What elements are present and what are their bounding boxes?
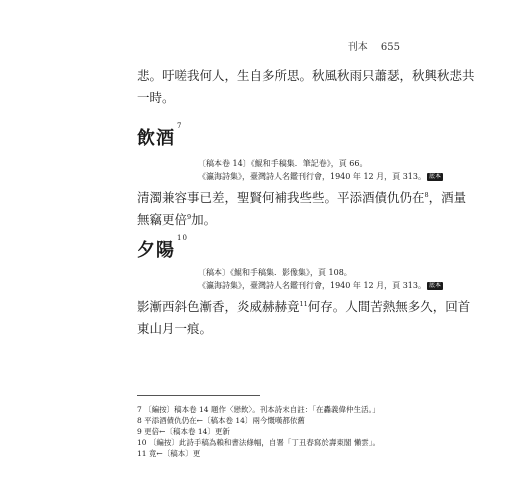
intro-verse <box>137 65 475 109</box>
footnote: 9 更倍←〔稿本卷 14〕更新 <box>137 427 230 436</box>
verse-text: 東山月一痕。 <box>137 321 213 336</box>
footnote-ref: 8 <box>424 191 429 199</box>
poem-title <box>137 124 182 150</box>
footnote-ref: 11 <box>299 300 308 308</box>
footnote-ref: 9 <box>187 213 192 221</box>
base-text-badge: 底本 <box>428 282 441 289</box>
source-line <box>198 170 443 183</box>
verse-text: 影漸西斜色漸香，炎威赫赫竟 <box>137 299 300 314</box>
verse-line: 一時。 <box>137 90 175 105</box>
verse-line <box>137 209 397 231</box>
footnote: 8 平添酒債仇仍在←〔稿本卷 14〕兩今慨嘆都依舊 <box>137 416 305 425</box>
verse-line <box>137 296 471 318</box>
header-section: 刊本 <box>347 42 368 53</box>
footnotes <box>137 404 380 459</box>
poem-title <box>137 236 188 262</box>
running-header <box>348 38 400 53</box>
verse-line: 悲。吁嗟我何人，生自多所思。秋風秋雨只蕭瑟，秋興秋悲共 <box>137 68 475 83</box>
poem-title-text: 飲酒 <box>137 128 175 149</box>
source-text: 《瀛海詩集》，臺灣詩人名鑑刊行會，1940 年 12 月，頁 313。 <box>198 281 426 290</box>
source-line <box>198 279 443 292</box>
footnote: 7 〔編按〕稿本卷 14 題作〈戀飲〉。刊本詩末自註：「在轟義偉仲生活。」 <box>137 405 380 414</box>
poem-title-text: 夕陽 <box>137 240 175 261</box>
source-list <box>198 266 443 292</box>
verse-line <box>137 318 397 340</box>
source-line <box>198 266 443 279</box>
verse-text: 清濁兼容事已差，聖賢何補我些些。平添酒債仇仍在 <box>137 190 425 205</box>
verse-line <box>137 187 467 209</box>
footnote: 10 〔編按〕此詩手稿為賴和書法條幅，自署「丁丑春寫於壽東閣 懶雲」。 <box>137 438 381 447</box>
poem-body <box>137 187 467 231</box>
page-number: 655 <box>380 42 400 53</box>
source-line <box>198 157 443 170</box>
base-text-badge: 底本 <box>428 173 441 180</box>
poem-body <box>137 296 471 340</box>
footnote-ref: 10 <box>177 234 188 242</box>
footnote-divider <box>137 395 260 396</box>
footnote-ref: 7 <box>177 122 183 130</box>
source-text: 〔稿本〕《鯤和手稿集．影像集》，頁 108。 <box>198 268 352 277</box>
source-list <box>198 157 443 183</box>
footnote: 11 竟←〔稿本〕更 <box>137 449 201 458</box>
verse-text: 無竊更倍 <box>137 212 188 227</box>
source-text: 〔稿本卷 14〕《鯤和手稿集．筆記卷》，頁 66。 <box>198 159 368 168</box>
verse-text: ，酒量 <box>428 190 467 205</box>
verse-text: 何存。人間苦熱無多久，回首 <box>307 299 471 314</box>
verse-text: 加。 <box>191 212 217 227</box>
source-text: 《瀛海詩集》，臺灣詩人名鑑刊行會，1940 年 12 月，頁 313。 <box>198 172 426 181</box>
